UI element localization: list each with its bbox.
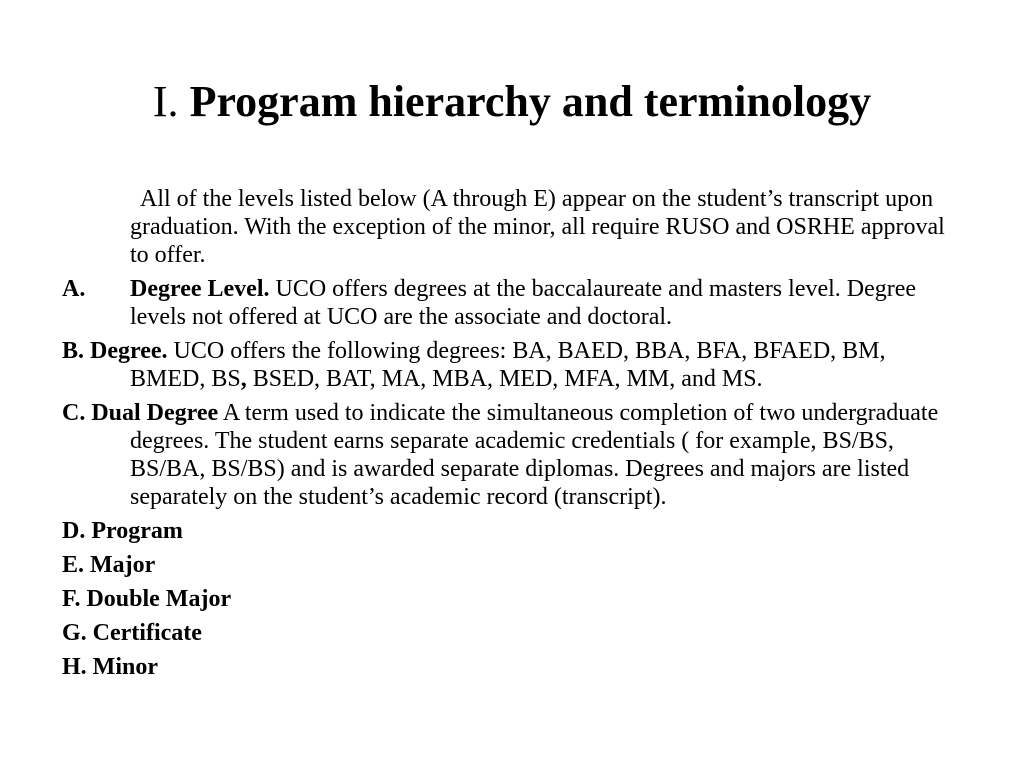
item-degree-level	[62, 275, 962, 331]
item-b-text-2: BSED, BAT, MA, MBA, MED, MFA, MM, and MS.	[246, 366, 763, 392]
item-a-marker: A.	[62, 276, 86, 302]
item-certificate: G. Certificate	[62, 620, 202, 646]
item-double-major: F. Double Major	[62, 586, 232, 612]
title-numeral: I.	[152, 77, 179, 126]
title-text: Program hierarchy and terminology	[189, 77, 872, 126]
item-a-term: Degree Level.	[130, 276, 270, 302]
item-program: D. Program	[62, 518, 183, 544]
item-major: E. Major	[62, 552, 156, 578]
slide-title	[0, 72, 1024, 132]
item-minor: H. Minor	[62, 654, 158, 680]
item-dual-degree	[62, 399, 962, 511]
item-b-term: B. Degree.	[62, 338, 168, 364]
item-b-comma: ,	[240, 366, 247, 392]
intro-paragraph: All of the levels listed below (A through E) appear on the student’s transcript upon graduation. With the exception of the minor, all require RUSO and OSRHE approval to offer.	[130, 186, 945, 268]
item-c-text: A term used to indicate the simultaneous completion of two undergraduate degrees. The student earns separate academic credentials ( for example, BS/BS, BS/BA, BS/BS) and is awarded separate diplomas. Degrees and majors are listed separately on the student’s academic record (transcript).	[130, 400, 939, 510]
item-degree	[62, 337, 962, 393]
item-c-term: C. Dual Degree	[62, 400, 219, 426]
item-b-text-1: UCO offers the following degrees: BA, BAED, BBA, BFA, BFAED, BM, BMED, BS	[130, 338, 886, 392]
slide-body	[62, 185, 962, 687]
item-a-text: UCO offers degrees at the baccalaureate and masters level. Degree levels not offered at UCO are the associate and doctoral.	[130, 276, 917, 330]
